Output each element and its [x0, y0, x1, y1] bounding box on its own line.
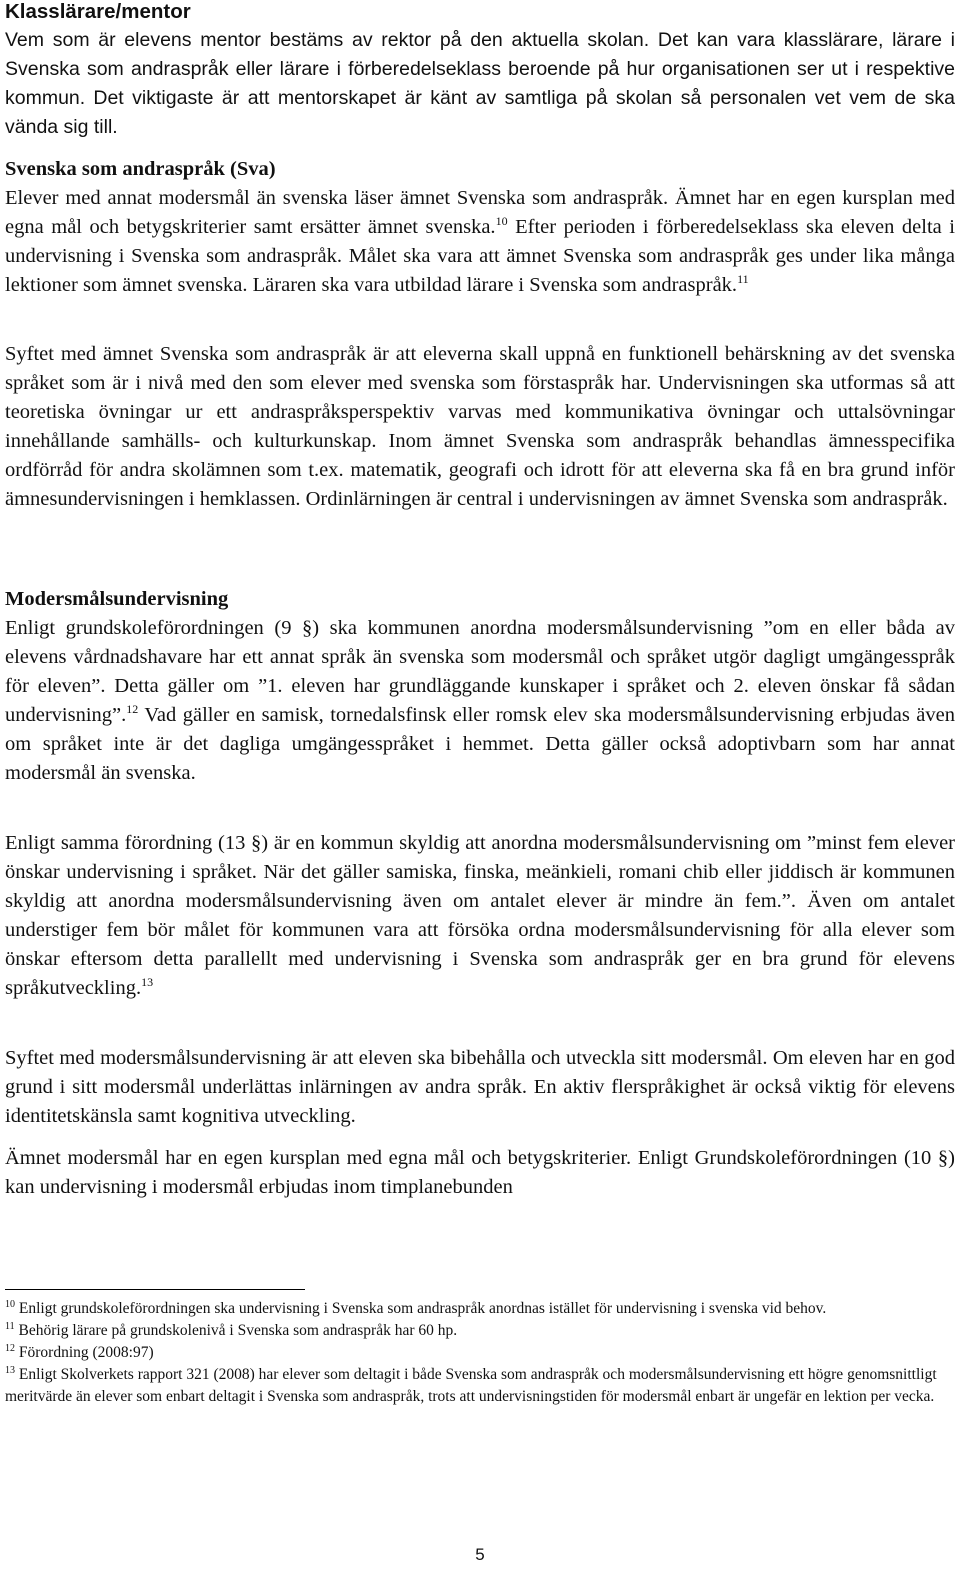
paragraph-amnet-text-a: Ämnet modersmål har en egen kursplan med egna mål och betygskriterier. Enligt Grundskoleförordningen	[5, 1147, 898, 1169]
footnote-ref-10[interactable]: 10	[495, 214, 508, 228]
paragraph-amnet-text-b: (10 §) kan undervisning i modersmål erbjudas inom timplanebunden	[5, 1147, 956, 1198]
footnotes	[5, 1298, 955, 1408]
paragraph-mentor	[5, 26, 955, 142]
section-sva	[5, 155, 955, 300]
footnote-number: 10	[5, 1299, 15, 1310]
paragraph-syftet-sva: Syftet med ämnet Svenska som andraspråk är att eleverna skall uppnå en funktionell behärskning av det svenska språket som är i nivå med den som elever med svenska som förstaspråk har. Undervisningen ska utformas så att teoretiska övningar ur ett andraspråksperspektiv varvas med kommunikativa övningar och uttalsövningar innehållande samhälls- och kulturkunskap. Inom ämnet Svenska som andraspråk behandlas ämnesspecifika ordförråd för andra skolämnen som t.ex. matematik, geografi och idrott för att eleverna ska få en bra grund inför ämnesundervisningen i hemklassen. Ordinlärningen är central i undervisningen av ämnet Svenska som andraspråk.	[5, 343, 955, 510]
paragraph-amnet-modersmal	[5, 1144, 955, 1202]
paragraph-sva-text-a: Elever med annat modersmål än svenska läser ämnet Svenska som andraspråk. Ämnet har en egen kursplan med egna mål och betygskriterier samt ersätter ämnet svenska.	[5, 187, 955, 238]
footnote-text: Behörig lärare på grundskolenivå i Svenska som andraspråk har 60 hp.	[14, 1322, 458, 1339]
footnote-number: 11	[5, 1321, 15, 1332]
paragraph-forordning-text-a: Enligt samma förordning (13 §) är en kommun skyldig att anordna modersmålsundervisning om ”minst fem elever önskar undervisning i språket. När det gäller samiska, finska, meänkieli, romani chib eller jiddisch är kommunen skyldig att anordna modersmålsundervisning även om antalet elever är mindre än fem.”.	[5, 832, 955, 912]
heading-sva: Svenska som andraspråk (Sva)	[5, 158, 276, 180]
heading-klasslarare: Klasslärare/mentor	[5, 0, 191, 23]
footnote-separator	[5, 1289, 305, 1290]
page-number: 5	[475, 1545, 485, 1564]
footnote-text: Enligt Skolverkets rapport 321 (2008) har elever som deltagit i både Svenska som andraspråk och modersmålsundervisning ett högre genomsnittligt meritvärde än elever som enbart deltagit i Svenska som andraspråk, trots att undervisningstiden för modersmål enbart är ungefär en lektion per vecka.	[5, 1366, 937, 1405]
footnote-12	[5, 1342, 955, 1364]
footnote-text: Enligt grundskoleförordningen ska undervisning i Svenska som andraspråk anordnas istället för undervisning i svenska vid behov.	[15, 1300, 827, 1317]
paragraph-forordning	[5, 829, 955, 1003]
footnote-ref-12[interactable]: 12	[126, 702, 139, 716]
heading-modersmal: Modersmålsundervisning	[5, 588, 229, 610]
footnote-ref-11[interactable]: 11	[737, 272, 749, 286]
footnote-text: Förordning (2008:97)	[15, 1344, 154, 1361]
footnote-10	[5, 1298, 955, 1320]
paragraph-sva-text-b: Efter perioden i förberedelseklass ska eleven delta i undervisning i Svenska som andraspråk. Målet ska vara att ämnet Svenska som andraspråk ges under lika många lektioner som ämnet svenska. Läraren ska vara utbildad lärare i Svenska som andraspråk.	[5, 216, 955, 296]
paragraph-forordning-text-b: Även om antalet understiger fem bör målet för kommunen vara att försöka ordna modersmålsundervisning för alla elever som önskar eftersom detta parallellt med undervisning i Svenska som andraspråk ger en bra grund för elevens språkutveckling.	[5, 890, 956, 999]
section-modersmal	[5, 585, 955, 788]
paragraph-modersmal-text-a: Enligt grundskoleförordningen (9 §) ska kommunen anordna modersmålsundervisning ”om en eller båda av elevens vårdnadshavare har ett annat språk än svenska som modersmål och språket utgör dagligt umgängesspråk för eleven”. Detta gäller om ”1. eleven har grundläggande kunskaper i språket och 2. eleven önskar få sådan undervisning”.	[5, 617, 955, 726]
footnote-number: 13	[5, 1365, 15, 1376]
footnote-11	[5, 1320, 955, 1342]
paragraph-mentor-text-b: Det viktigaste är att mentorskapet är känt av samtliga på skolan så personalen vet vem de ska vända sig till.	[5, 87, 956, 138]
paragraph-modersmal-text-b: Vad gäller en samisk, tornedalsfinsk eller romsk elev ska modersmålsundervisning erbjudas även om språket inte är det dagliga umgängesspråket i hemmet. Detta gäller också adoptivbarn som har annat modersmål än svenska.	[5, 704, 955, 784]
footnote-13	[5, 1364, 955, 1408]
footnote-ref-13[interactable]: 13	[141, 975, 154, 989]
paragraph-mentor-text-a: Vem som är elevens mentor bestäms av rektor på den aktuella skolan. Det kan vara klasslärare, lärare i Svenska som andraspråk eller lärare i förberedelseklass beroende på hur organisationen ser ut i respektive kommun.	[5, 29, 955, 109]
paragraph-syftet-modersmal: Syftet med modersmålsundervisning är att eleven ska bibehålla och utveckla sitt modersmål. Om eleven har en god grund i sitt modersmål underlättas inlärningen av andra språk. En aktiv flerspråkighet är också viktig för elevens identitetskänsla samt kognitiva utveckling.	[5, 1047, 955, 1127]
footnote-number: 12	[5, 1343, 15, 1354]
